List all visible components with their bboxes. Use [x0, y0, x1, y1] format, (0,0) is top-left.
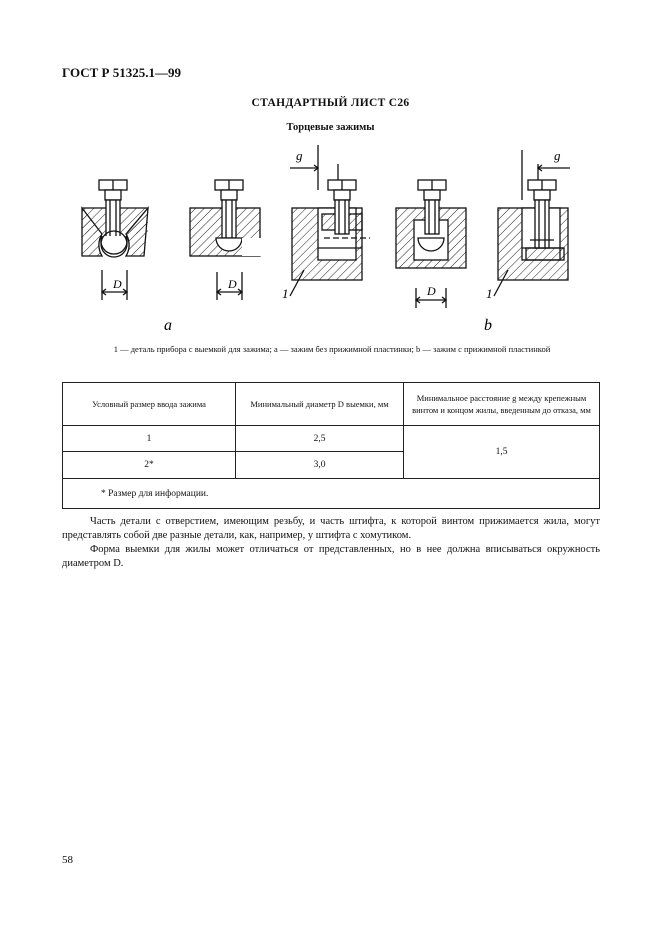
page-number: 58: [62, 854, 73, 866]
label-1-right: 1: [486, 286, 493, 301]
table-header-row: [63, 383, 600, 426]
label-b: b: [484, 317, 492, 334]
sheet-title: СТАНДАРТНЫЙ ЛИСТ С26: [251, 97, 410, 109]
figure-legend: 1 — деталь прибора с выемкой для зажима; a — зажим без прижимной пластинки; b — зажим с прижимной пластинкой: [113, 344, 551, 354]
table-footnote-row: [63, 479, 600, 509]
clamp-drawing-b3: [494, 150, 570, 296]
label-1-left: 1: [282, 286, 289, 301]
label-g-left: g: [296, 148, 303, 163]
dimensions-table: [62, 382, 600, 509]
header-diameter: Минимальный диаметр D выемки, мм: [236, 383, 404, 426]
table-row: [63, 426, 600, 452]
header-distance: Минимальное расстояние g между крепежным винтом и концом жилы, введенным до отказа, мм: [404, 383, 600, 426]
cell-diameter: 3,0: [236, 452, 404, 479]
label-D-2: D: [228, 277, 237, 291]
paragraph: Форма выемки для жилы может отличаться от представленных, но в нее должна вписываться окружность диаметром D.: [62, 544, 600, 569]
clamp-drawing-a2: [190, 180, 262, 300]
clamp-drawings: [60, 140, 600, 340]
cell-diameter: 2,5: [236, 426, 404, 452]
cell-size: 1: [63, 426, 236, 452]
sheet-subtitle: Торцевые зажимы: [286, 122, 375, 133]
cell-distance: 1,5: [404, 426, 600, 479]
paragraph: Часть детали с отверстием, имеющим резьбу, и часть штифта, к которой винтом прижимается жила, могут представлять собой две разные детали, как, например, у штифта с хомутиком.: [62, 516, 600, 541]
table-footnote: * Размер для информации.: [63, 479, 600, 509]
label-D-3: D: [427, 284, 436, 298]
body-text: [62, 515, 600, 571]
clamp-drawing-b1: [290, 145, 370, 296]
label-g-right: g: [554, 148, 561, 163]
document-code: ГОСТ Р 51325.1—99: [62, 65, 181, 80]
label-D-1: D: [113, 277, 122, 291]
label-a: a: [164, 317, 172, 334]
cell-size: 2*: [63, 452, 236, 479]
header-size: Условный размер ввода зажима: [63, 383, 236, 426]
